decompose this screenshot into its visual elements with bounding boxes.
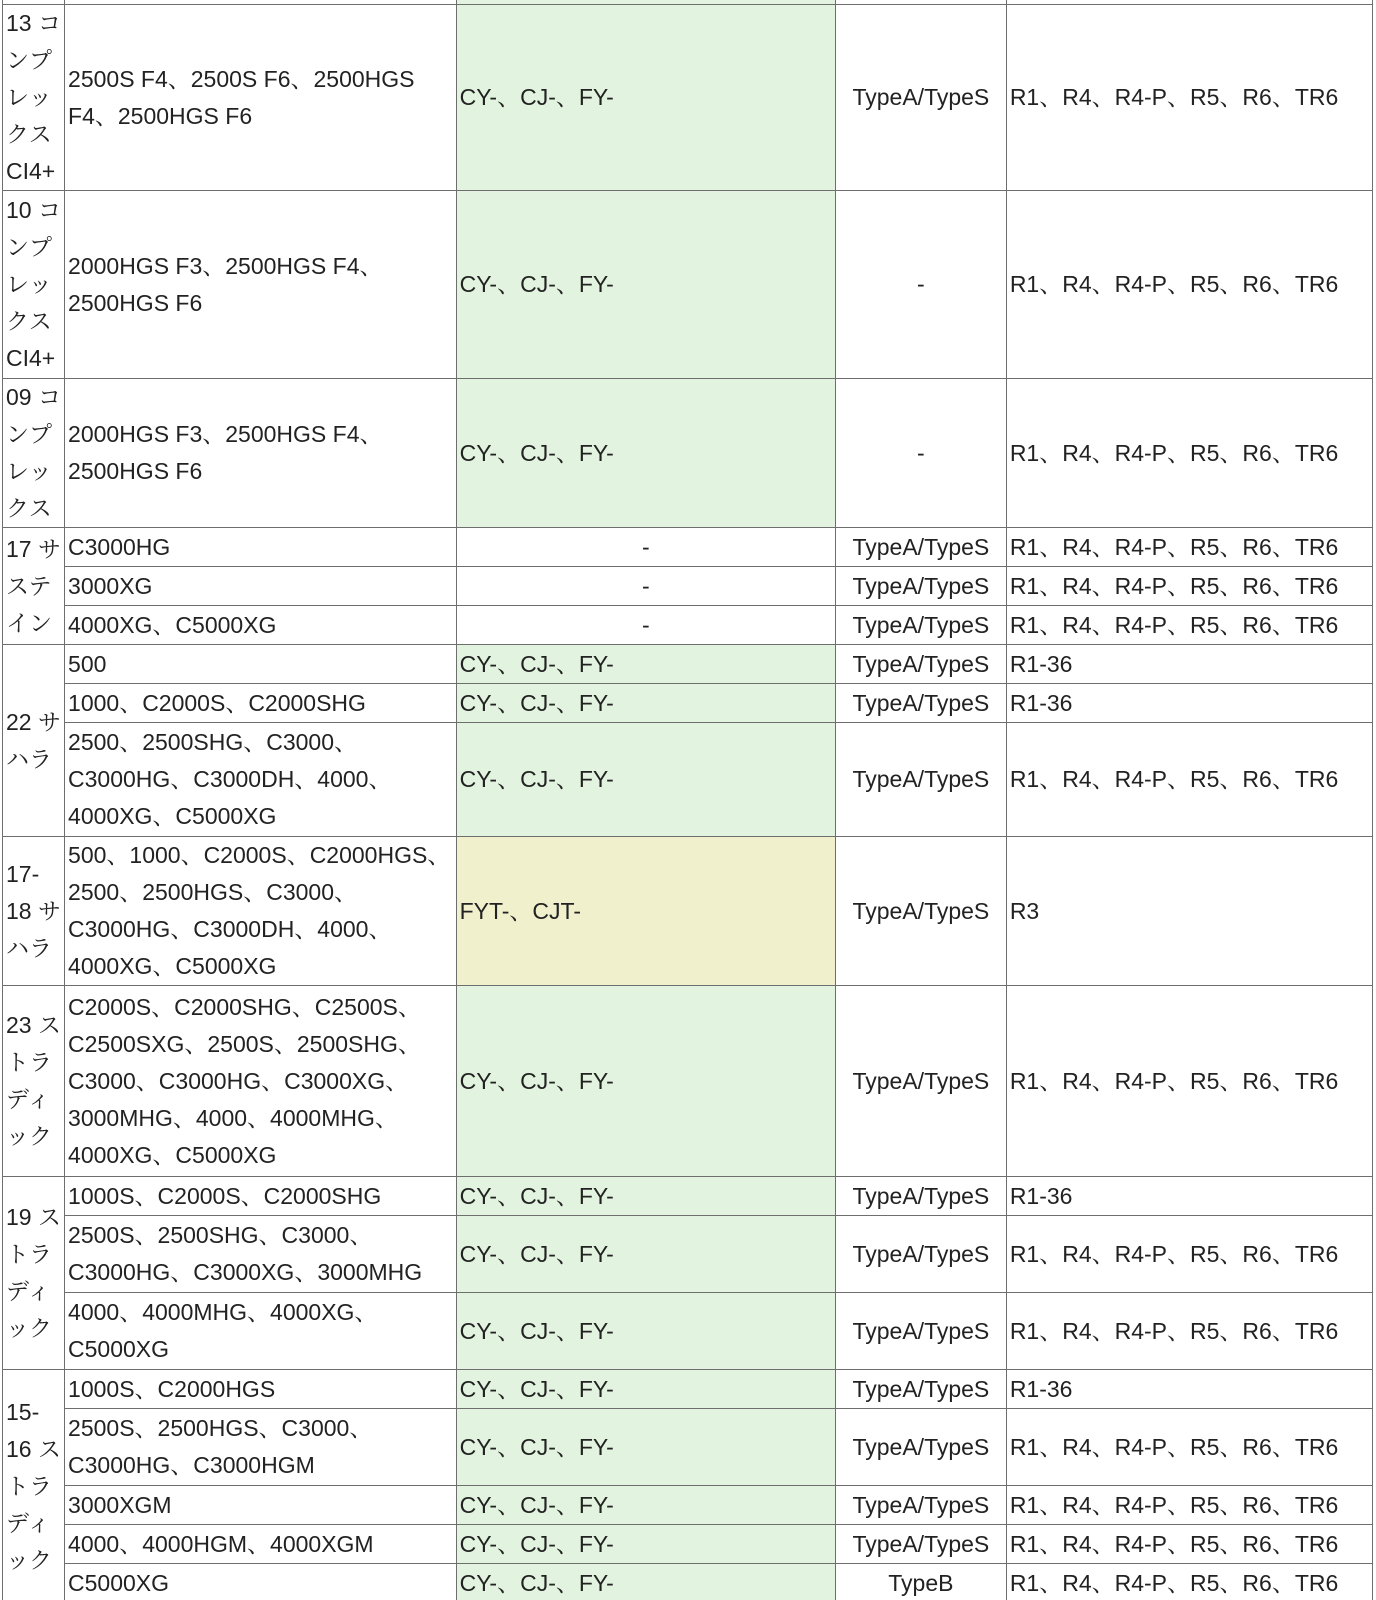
type-cell: TypeA/TypeS bbox=[835, 837, 1006, 986]
type-cell: TypeA/TypeS bbox=[835, 606, 1006, 645]
type-cell: TypeA/TypeS bbox=[835, 645, 1006, 684]
codes-cell: CY-、CJ-、FY- bbox=[456, 1564, 835, 1600]
models-cell: 500 bbox=[65, 645, 457, 684]
rotor-cell: R1-36 bbox=[1006, 684, 1372, 723]
series-cell: 15-16 ストラディック bbox=[3, 1370, 65, 1600]
codes-cell: CY-、CJ-、FY- bbox=[456, 191, 835, 379]
rotor-cell: R1、R4、R4-P、R5、R6、TR6 bbox=[1006, 528, 1372, 567]
models-cell: C5000XG bbox=[65, 1564, 457, 1600]
codes-cell: CY-、CJ-、FY- bbox=[456, 379, 835, 528]
table-row bbox=[3, 837, 1373, 986]
models-cell: 4000XG、C5000XG bbox=[65, 606, 457, 645]
codes-cell: CY-、CJ-、FY- bbox=[456, 986, 835, 1177]
table-row bbox=[3, 379, 1373, 528]
type-cell: TypeA/TypeS bbox=[835, 986, 1006, 1177]
type-cell: TypeA/TypeS bbox=[835, 5, 1006, 191]
reel-compatibility-table bbox=[2, 0, 1373, 1600]
type-cell: TypeA/TypeS bbox=[835, 1177, 1006, 1216]
codes-cell: CY-、CJ-、FY- bbox=[456, 645, 835, 684]
models-cell: 4000、4000MHG、4000XG、C5000XG bbox=[65, 1293, 457, 1370]
table-row bbox=[3, 1216, 1373, 1293]
table-row bbox=[3, 567, 1373, 606]
type-cell: - bbox=[835, 379, 1006, 528]
rotor-cell: R1、R4、R4-P、R5、R6、TR6 bbox=[1006, 567, 1372, 606]
codes-cell: CY-、CJ-、FY- bbox=[456, 1486, 835, 1525]
type-cell: TypeA/TypeS bbox=[835, 1216, 1006, 1293]
models-cell: 1000、C2000S、C2000SHG bbox=[65, 684, 457, 723]
models-cell: 1000S、C2000HGS bbox=[65, 1370, 457, 1409]
table-row bbox=[3, 684, 1373, 723]
rotor-cell: R1、R4、R4-P、R5、R6、TR6 bbox=[1006, 1216, 1372, 1293]
rotor-cell: R1、R4、R4-P、R5、R6、TR6 bbox=[1006, 1486, 1372, 1525]
series-cell: 13 コンプレックスCI4+ bbox=[3, 5, 65, 191]
table-row bbox=[3, 986, 1373, 1177]
models-cell: 3000XGM bbox=[65, 1486, 457, 1525]
table-row bbox=[3, 1525, 1373, 1564]
type-cell: TypeB bbox=[835, 1564, 1006, 1600]
codes-cell: - bbox=[456, 528, 835, 567]
codes-cell: CY-、CJ-、FY- bbox=[456, 1216, 835, 1293]
models-cell: 2500S F4、2500S F6、2500HGS F4、2500HGS F6 bbox=[65, 5, 457, 191]
type-cell: TypeA/TypeS bbox=[835, 1486, 1006, 1525]
series-cell: 22 サハラ bbox=[3, 645, 65, 837]
models-cell: 2000HGS F3、2500HGS F4、2500HGS F6 bbox=[65, 379, 457, 528]
models-cell: 1000S、C2000S、C2000SHG bbox=[65, 1177, 457, 1216]
type-cell: - bbox=[835, 191, 1006, 379]
series-cell: 19 ストラディック bbox=[3, 1177, 65, 1370]
series-cell: 23 ストラディック bbox=[3, 986, 65, 1177]
table-row bbox=[3, 1177, 1373, 1216]
table-row bbox=[3, 723, 1373, 837]
codes-cell: CY-、CJ-、FY- bbox=[456, 1177, 835, 1216]
models-cell: 2500S、2500SHG、C3000、C3000HG、C3000XG、3000MHG bbox=[65, 1216, 457, 1293]
type-cell: TypeA/TypeS bbox=[835, 528, 1006, 567]
table-row bbox=[3, 645, 1373, 684]
type-cell: TypeA/TypeS bbox=[835, 1293, 1006, 1370]
table-row bbox=[3, 528, 1373, 567]
type-cell: TypeA/TypeS bbox=[835, 1409, 1006, 1486]
models-cell: 500、1000、C2000S、C2000HGS、2500、2500HGS、C3000、C3000HG、C3000DH、4000、4000XG、C5000XG bbox=[65, 837, 457, 986]
models-cell: 2000HGS F3、2500HGS F4、2500HGS F6 bbox=[65, 191, 457, 379]
type-cell: TypeA/TypeS bbox=[835, 684, 1006, 723]
rotor-cell: R1-36 bbox=[1006, 1370, 1372, 1409]
codes-cell: CY-、CJ-、FY- bbox=[456, 1525, 835, 1564]
rotor-cell: R1、R4、R4-P、R5、R6、TR6 bbox=[1006, 379, 1372, 528]
table-row bbox=[3, 1370, 1373, 1409]
codes-cell: CY-、CJ-、FY- bbox=[456, 723, 835, 837]
series-cell: 10 コンプレックスCI4+ bbox=[3, 191, 65, 379]
models-cell: 3000XG bbox=[65, 567, 457, 606]
table-row bbox=[3, 1486, 1373, 1525]
codes-cell: CY-、CJ-、FY- bbox=[456, 684, 835, 723]
rotor-cell: R1、R4、R4-P、R5、R6、TR6 bbox=[1006, 191, 1372, 379]
rotor-cell: R1、R4、R4-P、R5、R6、TR6 bbox=[1006, 606, 1372, 645]
codes-cell: FYT-、CJT- bbox=[456, 837, 835, 986]
rotor-cell: R1-36 bbox=[1006, 1177, 1372, 1216]
type-cell: TypeA/TypeS bbox=[835, 567, 1006, 606]
table-row bbox=[3, 606, 1373, 645]
codes-cell: - bbox=[456, 606, 835, 645]
rotor-cell: R1-36 bbox=[1006, 645, 1372, 684]
codes-cell: - bbox=[456, 567, 835, 606]
rotor-cell: R1、R4、R4-P、R5、R6、TR6 bbox=[1006, 1564, 1372, 1600]
table-row bbox=[3, 1564, 1373, 1600]
rotor-cell: R1、R4、R4-P、R5、R6、TR6 bbox=[1006, 1293, 1372, 1370]
series-cell: 17-18 サハラ bbox=[3, 837, 65, 986]
rotor-cell: R1、R4、R4-P、R5、R6、TR6 bbox=[1006, 1525, 1372, 1564]
rotor-cell: R3 bbox=[1006, 837, 1372, 986]
series-cell: 09 コンプレックス bbox=[3, 379, 65, 528]
type-cell: TypeA/TypeS bbox=[835, 1525, 1006, 1564]
rotor-cell: R1、R4、R4-P、R5、R6、TR6 bbox=[1006, 1409, 1372, 1486]
codes-cell: CY-、CJ-、FY- bbox=[456, 1293, 835, 1370]
series-cell: 17 サステイン bbox=[3, 528, 65, 645]
rotor-cell: R1、R4、R4-P、R5、R6、TR6 bbox=[1006, 5, 1372, 191]
models-cell: C2000S、C2000SHG、C2500S、C2500SXG、2500S、2500SHG、C3000、C3000HG、C3000XG、3000MHG、4000、4000MHG、4000XG、C5000XG bbox=[65, 986, 457, 1177]
models-cell: 2500、2500SHG、C3000、C3000HG、C3000DH、4000、4000XG、C5000XG bbox=[65, 723, 457, 837]
type-cell: TypeA/TypeS bbox=[835, 723, 1006, 837]
models-cell: C3000HG bbox=[65, 528, 457, 567]
table-row bbox=[3, 191, 1373, 379]
table-row bbox=[3, 5, 1373, 191]
codes-cell: CY-、CJ-、FY- bbox=[456, 1409, 835, 1486]
type-cell: TypeA/TypeS bbox=[835, 1370, 1006, 1409]
rotor-cell: R1、R4、R4-P、R5、R6、TR6 bbox=[1006, 723, 1372, 837]
models-cell: 2500S、2500HGS、C3000、C3000HG、C3000HGM bbox=[65, 1409, 457, 1486]
table-row bbox=[3, 1409, 1373, 1486]
table-row bbox=[3, 1293, 1373, 1370]
models-cell: 4000、4000HGM、4000XGM bbox=[65, 1525, 457, 1564]
codes-cell: CY-、CJ-、FY- bbox=[456, 5, 835, 191]
codes-cell: CY-、CJ-、FY- bbox=[456, 1370, 835, 1409]
rotor-cell: R1、R4、R4-P、R5、R6、TR6 bbox=[1006, 986, 1372, 1177]
